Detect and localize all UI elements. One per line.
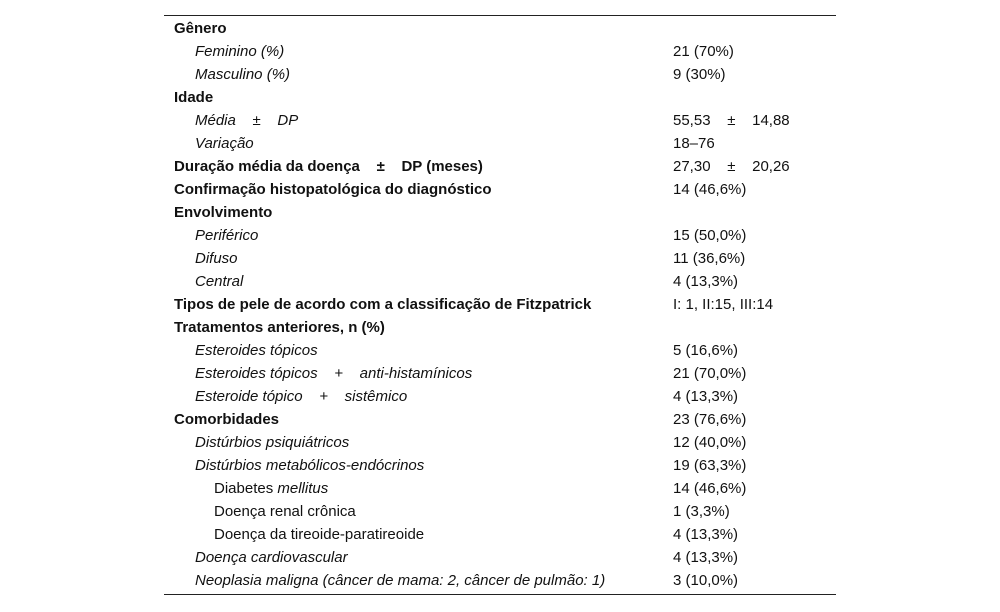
row-label: Neoplasia maligna (câncer de mama: 2, câncer de pulmão: 1) (195, 572, 606, 589)
table-row (164, 316, 836, 339)
table-row (164, 454, 836, 477)
row-label: Distúrbios metabólicos-endócrinos (195, 457, 425, 474)
table-row (164, 408, 836, 431)
row-label: Esteroides tópicos + anti-histamínicos (195, 365, 473, 382)
row-value: 27,30 ± 20,26 (673, 158, 790, 175)
row-label: Feminino (%) (195, 43, 285, 60)
row-label: Envolvimento (174, 204, 273, 221)
table-row (164, 17, 836, 40)
row-value: 15 (50,0%) (673, 227, 747, 244)
row-label: Esteroide tópico + sistêmico (195, 388, 408, 405)
row-value: 9 (30%) (673, 66, 726, 83)
table-row (164, 40, 836, 63)
row-label: Média ± DP (195, 112, 299, 129)
row-value: 4 (13,3%) (673, 273, 739, 290)
table-row (164, 63, 836, 86)
table-row (164, 362, 836, 385)
row-value: 3 (10,0%) (673, 572, 739, 589)
row-label: Duração média da doença ± DP (meses) (174, 158, 483, 175)
table-row (164, 132, 836, 155)
row-label: Difuso (195, 250, 238, 267)
row-value: 11 (36,6%) (673, 250, 746, 267)
row-value: 14 (46,6%) (673, 480, 747, 497)
table-row (164, 477, 836, 500)
row-value: 55,53 ± 14,88 (673, 112, 790, 129)
row-label: Gênero (174, 20, 227, 37)
row-value: 4 (13,3%) (673, 549, 739, 566)
table-row (164, 523, 836, 546)
row-value: 23 (76,6%) (673, 411, 747, 428)
data-table (164, 15, 836, 595)
row-value: 4 (13,3%) (673, 388, 739, 405)
row-label: Doença da tireoide-paratireoide (214, 526, 425, 543)
row-label: Doença renal crônica (214, 503, 356, 520)
row-label: Variação (195, 135, 254, 152)
row-label: Doença cardiovascular (195, 549, 348, 566)
table-row (164, 270, 836, 293)
row-value: 18–76 (673, 135, 715, 152)
table-row (164, 247, 836, 270)
table-row (164, 109, 836, 132)
row-value: 4 (13,3%) (673, 526, 739, 543)
table-row (164, 569, 836, 592)
row-label: Comorbidades (174, 411, 280, 428)
row-value: 1 (3,3%) (673, 503, 730, 520)
row-label: Tipos de pele de acordo com a classificação de Fitzpatrick (174, 296, 592, 313)
table-row (164, 178, 836, 201)
row-label: Central (195, 273, 244, 290)
table-row (164, 224, 836, 247)
row-value: 21 (70,0%) (673, 365, 747, 382)
row-label (214, 477, 328, 500)
table-row (164, 155, 836, 178)
row-label: Idade (174, 89, 214, 106)
row-label: Confirmação histopatológica do diagnóstico (174, 181, 492, 198)
row-value: I: 1, II:15, III:14 (673, 296, 774, 313)
row-value: 21 (70%) (673, 43, 734, 60)
table-row (164, 293, 836, 316)
table-row (164, 86, 836, 109)
table-row (164, 385, 836, 408)
row-value: 14 (46,6%) (673, 181, 747, 198)
row-label: Masculino (%) (195, 66, 291, 83)
table-row (164, 500, 836, 523)
table-row (164, 431, 836, 454)
row-label: Tratamentos anteriores, n (%) (174, 319, 385, 336)
row-label: Distúrbios psiquiátricos (195, 434, 350, 451)
table-row (164, 201, 836, 224)
table-row (164, 546, 836, 569)
row-label: Periférico (195, 227, 259, 244)
row-value: 19 (63,3%) (673, 457, 747, 474)
table-row (164, 339, 836, 362)
row-label-italic: mellitus (277, 480, 329, 497)
row-label: Esteroides tópicos (195, 342, 318, 359)
row-value: 12 (40,0%) (673, 434, 747, 451)
row-label-plain: Diabetes (214, 480, 278, 497)
row-value: 5 (16,6%) (673, 342, 739, 359)
table-body (164, 17, 836, 592)
